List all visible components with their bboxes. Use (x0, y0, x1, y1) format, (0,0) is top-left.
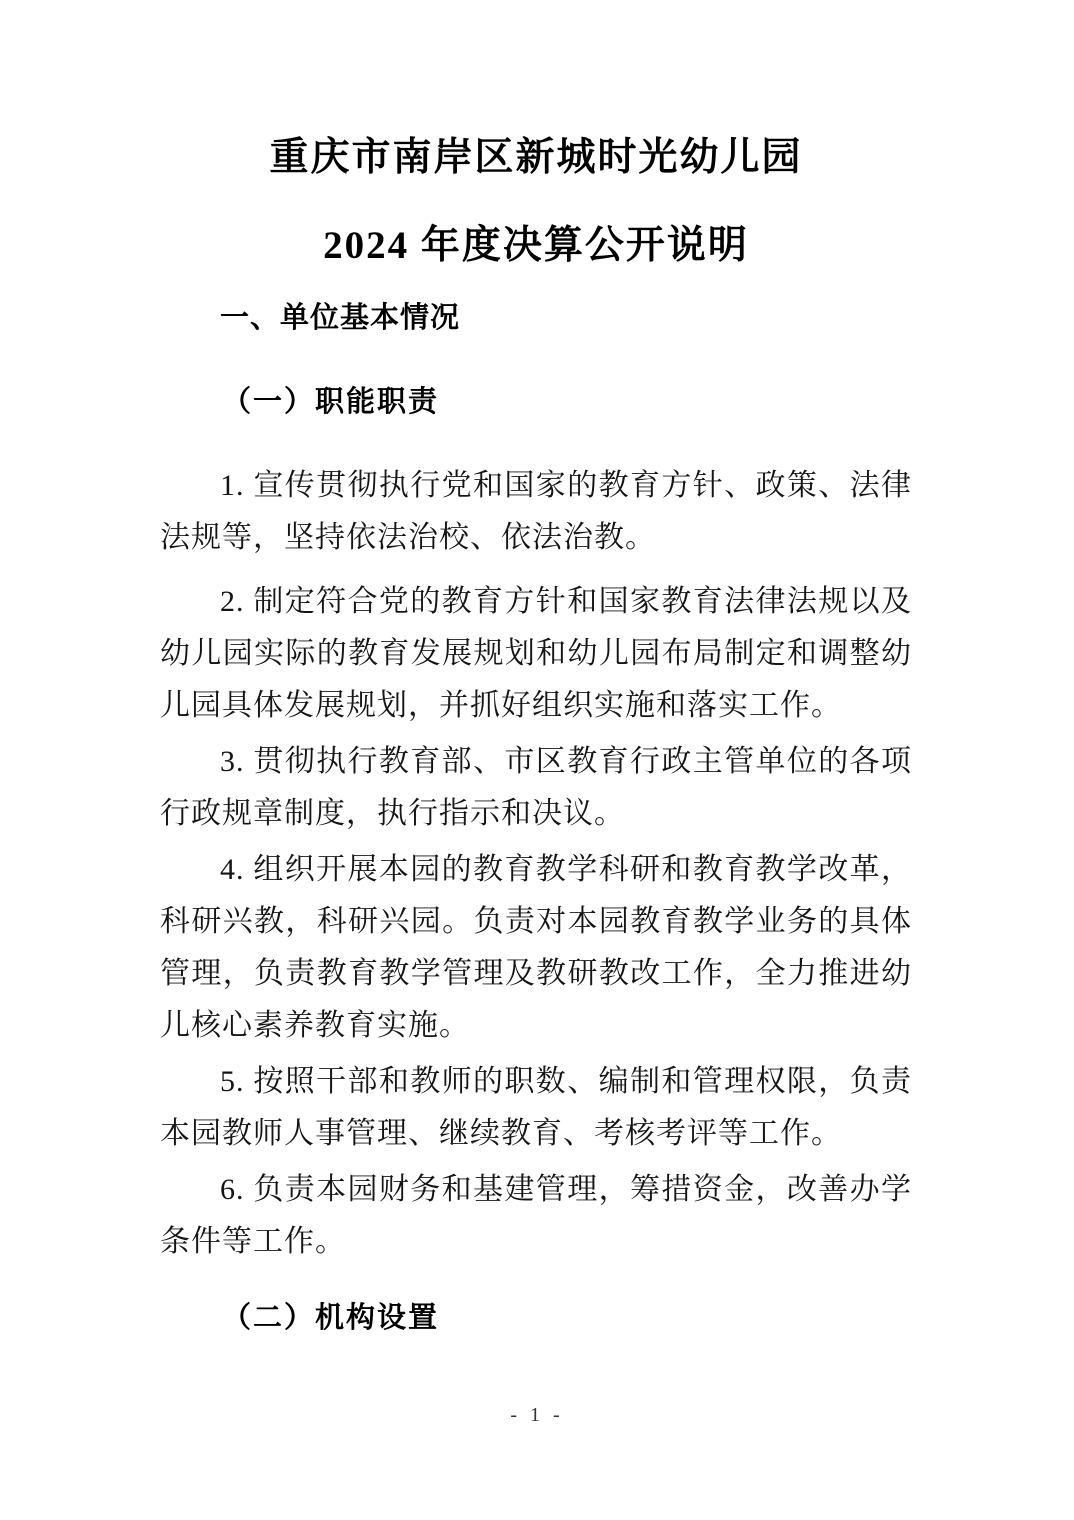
duty-paragraph-3: 3. 贯彻执行教育部、市区教育行政主管单位的各项行政规章制度，执行指示和决议。 (160, 745, 912, 830)
document-title-line1: 重庆市南岸区新城时光幼儿园 (269, 136, 803, 179)
duty-paragraph-5: 5. 按照干部和教师的职数、编制和管理权限，负责本园教师人事管理、继续教育、考核考评等工作。 (160, 1065, 912, 1150)
duty-paragraph-2: 2. 制定符合党的教育方针和国家教育法律法规以及幼儿园实际的教育发展规划和幼儿园布局制定和调整幼儿园具体发展规划，并抓好组织实施和落实工作。 (160, 585, 912, 722)
document-title-line2: 2024 年度决算公开说明 (323, 224, 749, 267)
duty-paragraph-6: 6. 负责本园财务和基建管理，筹措资金，改善办学条件等工作。 (160, 1173, 912, 1258)
subsection-heading-organization: （二）机构设置 (222, 1302, 440, 1334)
subsection-heading-duties: （一）职能职责 (222, 386, 440, 418)
document-content (0, 132, 1074, 1338)
section-heading-unit-overview: 一、单位基本情况 (220, 302, 461, 334)
duty-paragraph-1: 1. 宣传贯彻执行党和国家的教育方针、政策、法律法规等，坚持依法治校、依法治教。 (160, 469, 912, 554)
duty-paragraph-4: 4. 组织开展本园的教育教学科研和教育教学改革，科研兴教，科研兴园。负责对本园教育教学业务的具体管理，负责教育教学管理及教研教改工作，全力推进幼儿核心素养教育实施。 (160, 853, 912, 1042)
page-number: - 1 - (510, 1404, 564, 1426)
